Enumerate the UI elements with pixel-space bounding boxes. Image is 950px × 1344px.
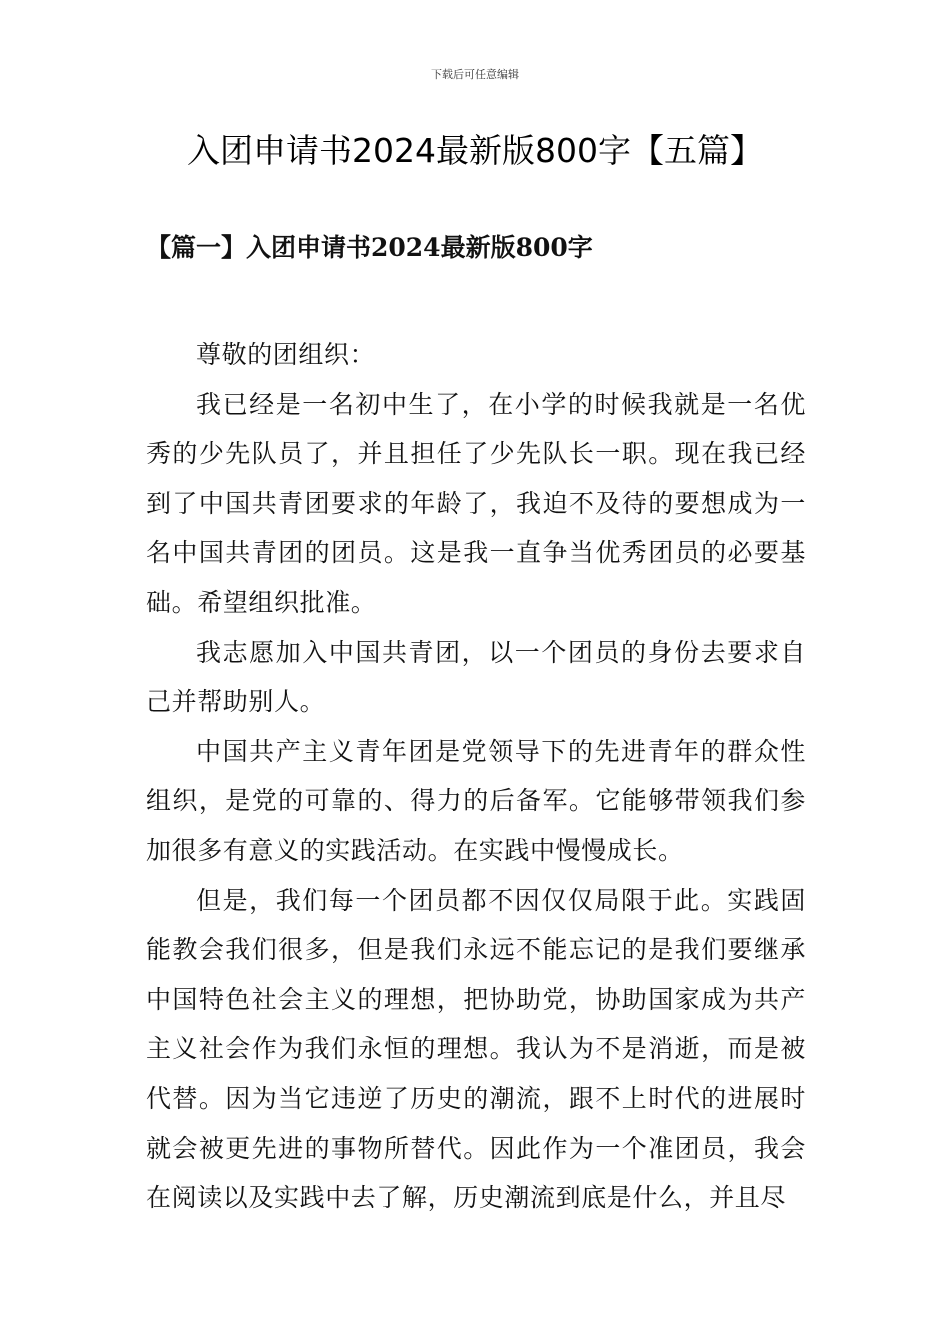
paragraph-3: 中国共产主义青年团是党领导下的先进青年的群众性组织，是党的可靠的、得力的后备军。它能够带领我们参加很多有意义的实践活动。在实践中慢慢成长。 [146,736,806,865]
header-note: 下载后可任意编辑 [431,68,519,81]
document-title: 入团申请书2024最新版800字【五篇】 [187,131,763,170]
section-heading: 【篇一】入团申请书2024最新版800字 [146,233,593,262]
paragraph-1: 我已经是一名初中生了，在小学的时候我就是一名优秀的少先队员了，并且担任了少先队长一职。现在我已经到了中国共青团要求的年龄了，我迫不及待的要想成为一名中国共青团的团员。这是我一直争当优秀团员的必要基础。希望组织批准。 [146,389,806,617]
paragraph-4: 但是，我们每一个团员都不因仅仅局限于此。实践固能教会我们很多，但是我们永远不能忘记的是我们要继承中国特色社会主义的理想，把协助党，协助国家成为共产主义社会作为我们永恒的理想。我认为不是消逝，而是被代替。因为当它违逆了历史的潮流，跟不上时代的进展时就会被更先进的事物所替代。因此作为一个准团员，我会在阅读以及实践中去了解，历史潮流到底是什么，并且尽 [146,885,806,1213]
paragraph-2: 我志愿加入中国共青团，以一个团员的身份去要求自己并帮助别人。 [146,637,806,717]
letter-body [146,330,806,1223]
salutation: 尊敬的团组织： [196,340,376,369]
